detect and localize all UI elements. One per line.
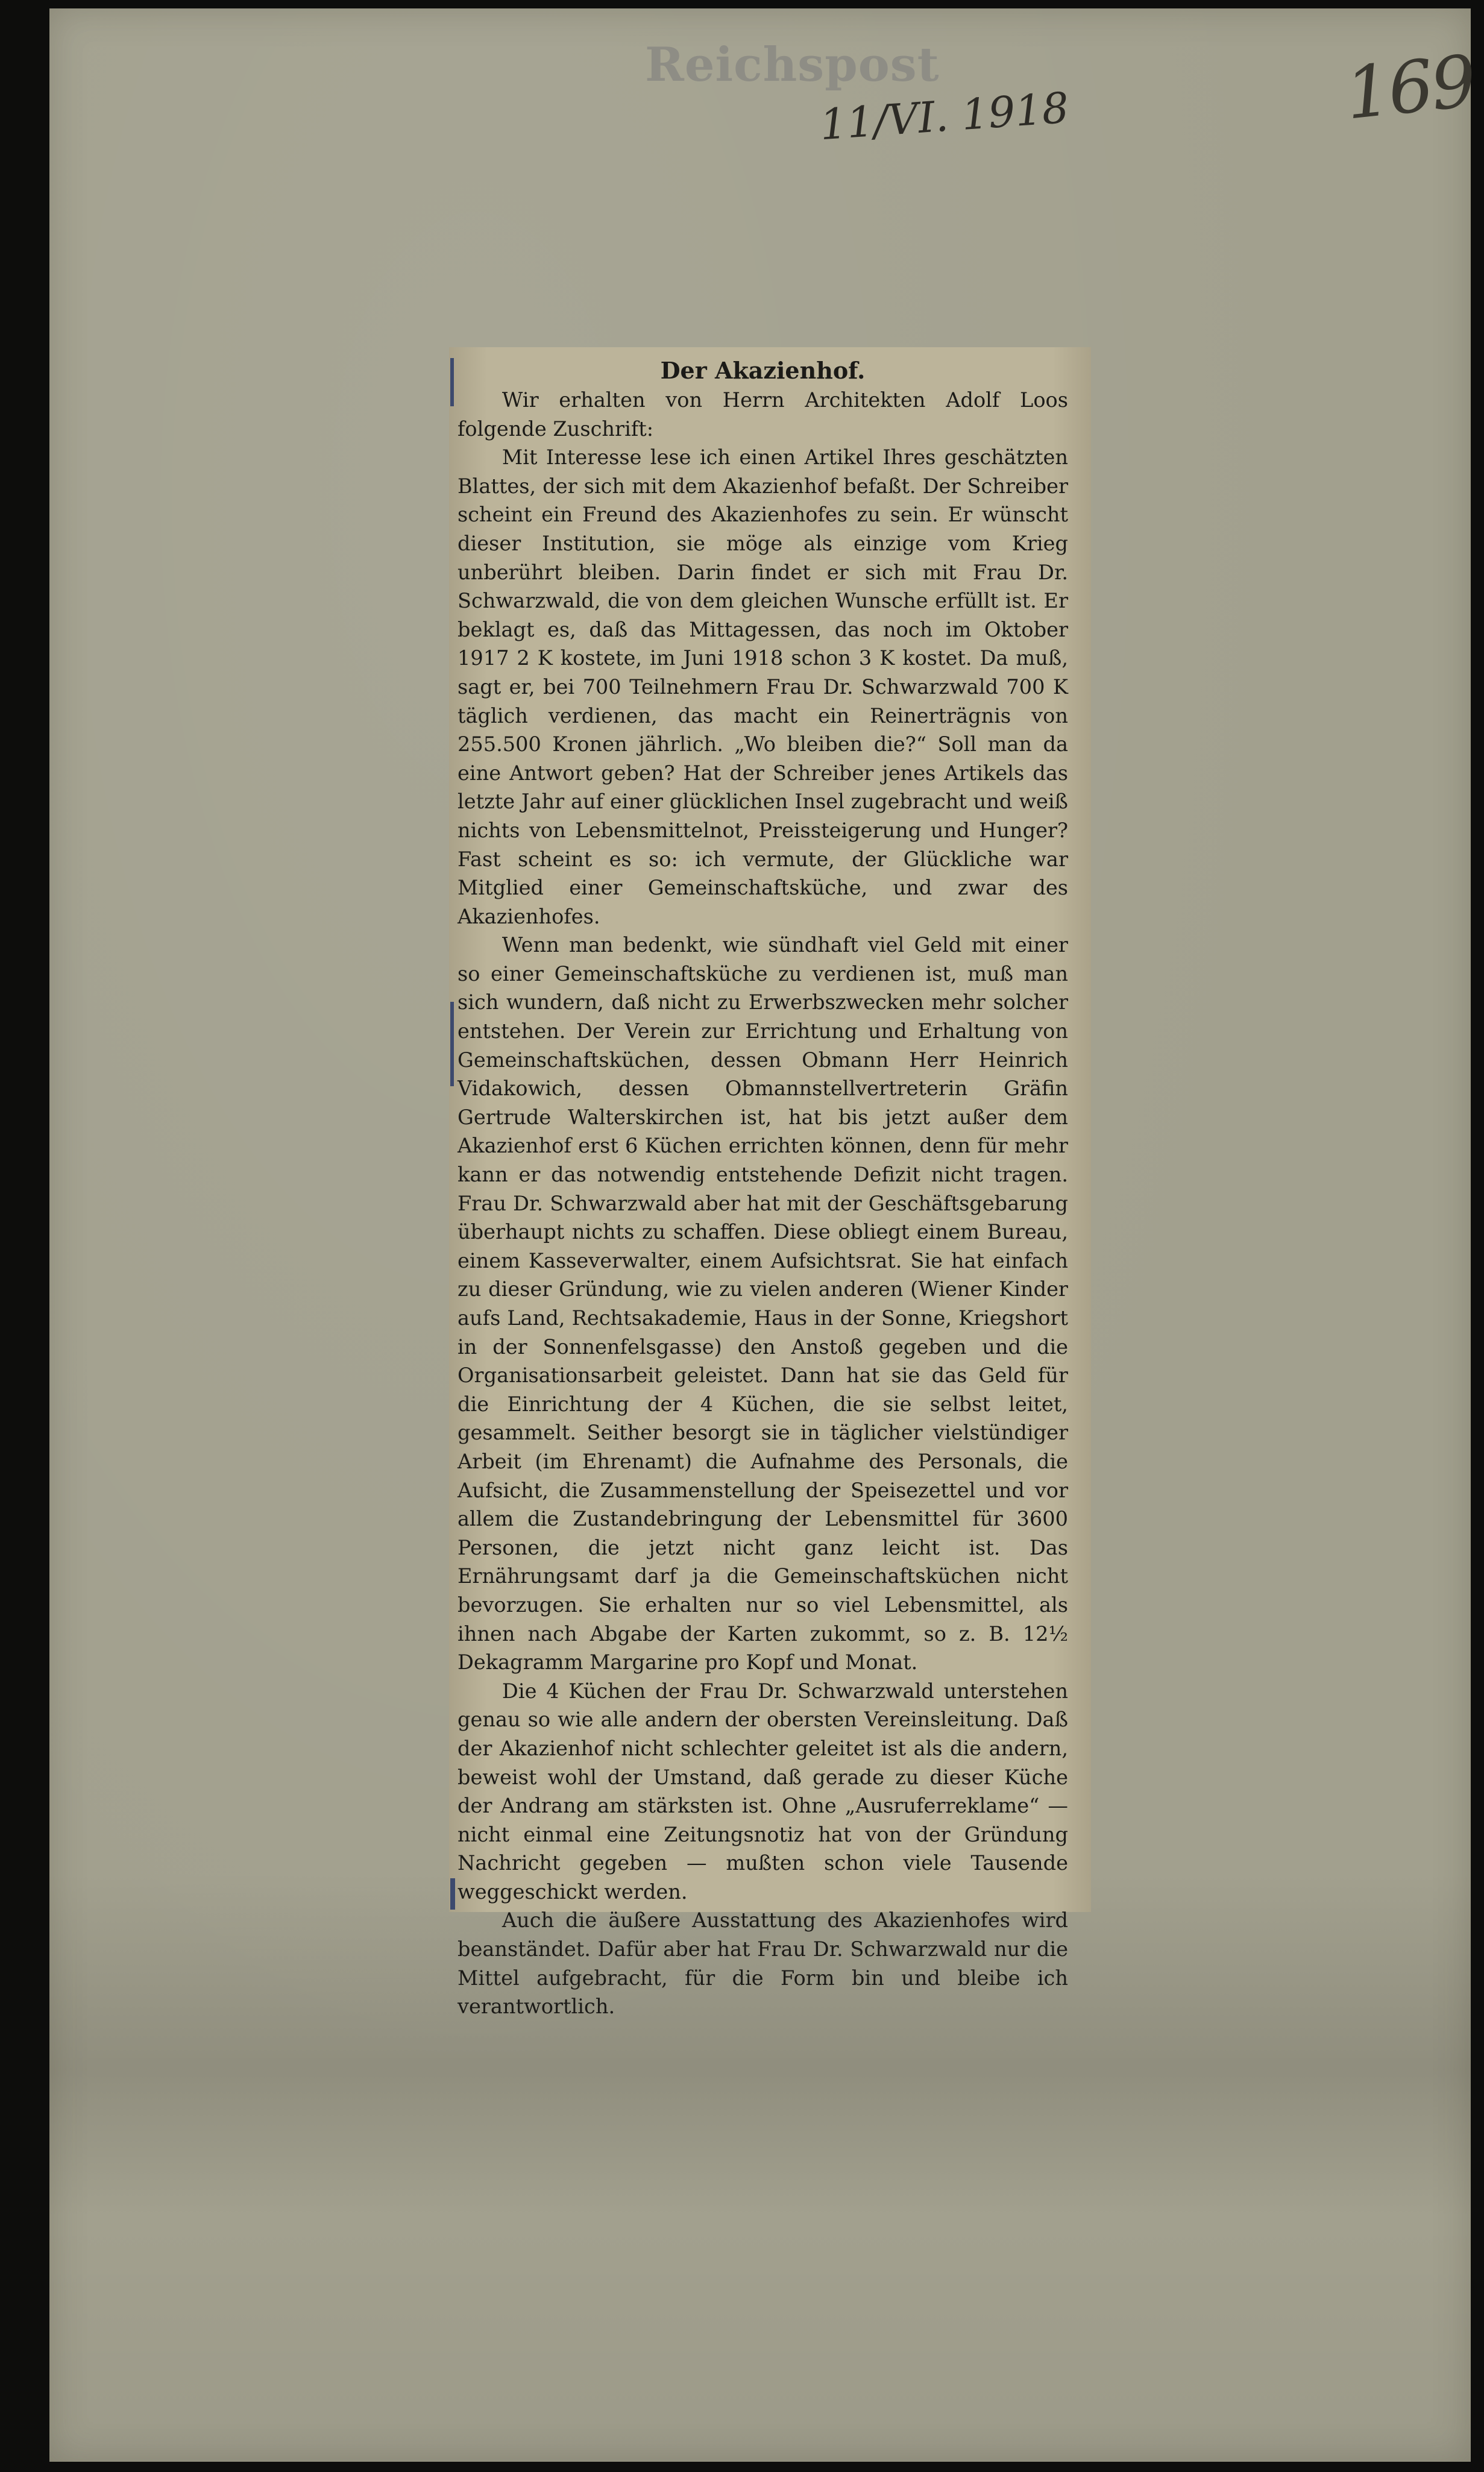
handwritten-folio-number: 169 (1341, 39, 1478, 136)
article-paragraph-1: Mit Interesse lese ich einen Artikel Ihres geschätzten Blattes, der sich mit dem Akazienhof befaßt. Der Schreiber scheint ein Freund des Akazienhofes zu sein. Er wünscht dieser Institution, sie möge als einzige vom Krieg unberührt bleiben. Darin findet er sich mit Frau Dr. Schwarzwald, die von dem gleichen Wunsche erfüllt ist. Er beklagt es, daß das Mittagessen, das noch im Oktober 1917 2 K kostete, im Juni 1918 schon 3 K kostet. Da muß, sagt er, bei 700 Teilnehmern Frau Dr. Schwarzwald 700 K täglich verdienen, das macht ein Reinerträgnis von 255.500 Kronen jährlich. „Wo bleiben die?“ Soll man da eine Antwort geben? Hat der Schreiber jenes Artikels das letzte Jahr auf einer glücklichen Insel zugebracht und weiß nichts von Lebensmittelnot, Preissteigerung und Hunger? Fast scheint es so: ich vermute, der Glückliche war Mitglied einer Gemeinschaftsküche, und zwar des Akazienhofes. (457, 445, 1068, 928)
newspaper-clipping (449, 347, 1091, 2019)
handwritten-date: 11/VI. 1918 (818, 83, 1071, 150)
article-paragraph-intro: Wir erhalten von Herrn Architekten Adolf Loos folgende Zuschrift: (457, 388, 1068, 441)
article-paragraph-2: Wenn man bedenkt, wie sündhaft viel Geld mit einer so einer Gemeinschaftsküche zu verdienen ist, muß man sich wundern, daß nicht zu Erwerbszwecken mehr solcher entstehen. Der Verein zur Errichtung und Erhaltung von Gemeinschaftsküchen, dessen Obmann Herr Heinrich Vidakowich, dessen Obmannstellvertreterin Gräfin Gertrude Walterskirchen ist, hat bis jetzt außer dem Akazienhof erst 6 Küchen errichten können, denn für mehr kann er das notwendig entstehende Defizit nicht tragen. Frau Dr. Schwarzwald aber hat mit der Geschäftsgebarung überhaupt nichts zu schaffen. Diese obliegt einem Bureau, einem Kasseverwalter, einem Aufsichtsrat. Sie hat einfach zu dieser Gründung, wie zu vielen anderen (Wiener Kinder aufs Land, Rechtsakademie, Haus in der Sonne, Kriegshort in der Sonnenfelsgasse) den Anstoß gegeben und die Organisationsarbeit geleistet. Dann hat sie das Geld für die Einrichtung der 4 Küchen, die sie selbst leitet, gesammelt. Seither besorgt sie in täglicher vielstündiger Arbeit (im Ehrenamt) die Aufnahme des Personals, die Aufsicht, die Zusammenstellung der Speisezettel und vor allem die Zustandebringung der Lebensmittel für 3600 Personen, die jetzt nicht ganz leicht ist. Das Ernährungsamt darf ja die Gemeinschaftsküchen nicht bevorzugen. Sie erhalten nur so viel Lebensmittel, als ihnen nach Abgabe der Karten zukommt, so z. B. 12½ Dekagramm Margarine pro Kopf und Monat. (457, 933, 1068, 1675)
blue-pencil-mark (450, 1002, 454, 1086)
blue-pencil-mark (450, 1878, 455, 1910)
newspaper-stamp: Reichspost (645, 37, 940, 92)
blue-pencil-mark (450, 358, 454, 406)
article-title: Der Akazienhof. (660, 357, 866, 384)
article-paragraph-3: Die 4 Küchen der Frau Dr. Schwarzwald unterstehen genau so wie alle andern der obersten Vereinsleitung. Daß der Akazienhof nicht schlechter geleitet ist als die andern, beweist wohl der Umstand, daß gerade zu dieser Küche der Andrang am stärksten ist. Ohne „Ausruferreklame“ — nicht einmal eine Zeitungsnotiz hat von der Gründung Nachricht gegeben — mußten schon viele Tausende weggeschickt werden. (457, 1679, 1068, 1904)
article-paragraph-4: Auch die äußere Ausstattung des Akazienhofes wird beanständet. Dafür aber hat Frau Dr. Schwarzwald nur die Mittel aufgebracht, für die Form bin und bleibe ich verantwortlich. (457, 1908, 1068, 2019)
